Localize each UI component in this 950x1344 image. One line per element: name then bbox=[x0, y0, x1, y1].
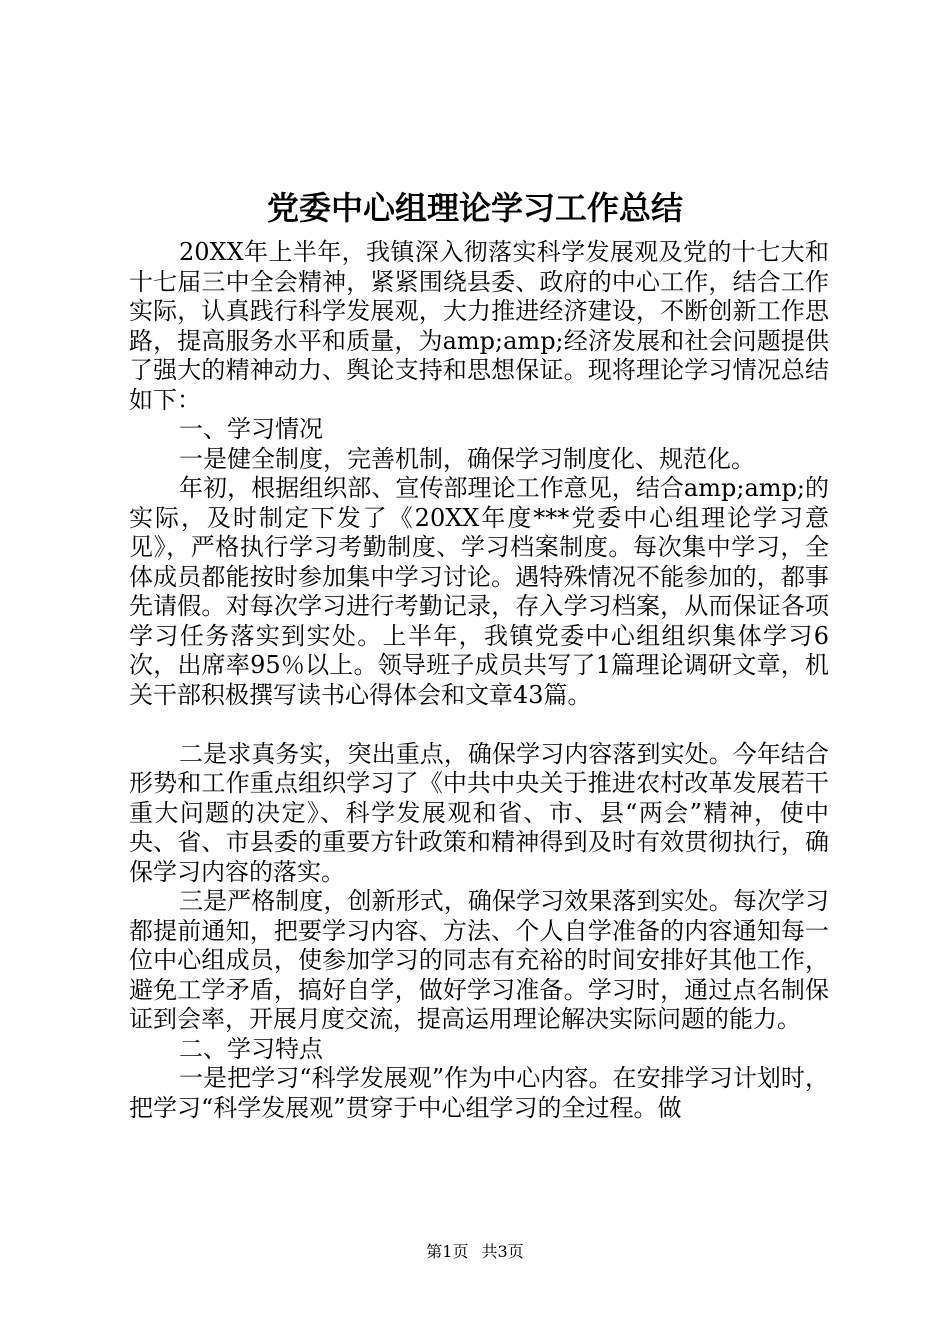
paragraph-feature-one: 一是把学习“科学发展观”作为中心内容。在安排学习计划时，把学习“科学发展观”贯穿于中心组学习的全过程。做 bbox=[129, 1064, 829, 1122]
document-body bbox=[129, 238, 829, 1123]
paragraph-point-three: 三是严格制度，创新形式，确保学习效果落到实处。每次学习都提前通知，把要学习内容、方法、个人自学准备的内容通知每一位中心组成员，使参加学习的同志有充裕的时间安排好其他工作，避免工学矛盾，搞好自学，做好学习准备。学习时，通过点名制保证到会率，开展月度交流，提高运用理论解决实际问题的能力。 bbox=[129, 887, 829, 1033]
page-number-total: 共3页 bbox=[481, 1242, 524, 1261]
document-title: 党委中心组理论学习工作总结 bbox=[266, 189, 683, 227]
page-number-current: 第1页 bbox=[426, 1242, 469, 1261]
section-heading-study-features: 二、学习特点 bbox=[179, 1034, 323, 1063]
blank-line bbox=[129, 710, 829, 740]
paragraph-point-one: 一是健全制度，完善机制，确保学习制度化、规范化。 bbox=[179, 444, 755, 473]
page-footer bbox=[0, 1240, 950, 1264]
paragraph-annual-plan: 年初，根据组织部、宣传部理论工作意见，结合amp;amp;的实际，及时制定下发了《20XX年度***党委中心组理论学习意见》，严格执行学习考勤制度、学习档案制度。每次集中学习，全体成员都能按时参加集中学习讨论。遇特殊情况不能参加的，都事先请假。对每次学习进行考勤记录，存入学习档案，从而保证各项学习任务落实到实处。上半年，我镇党委中心组组织集体学习6次，出席率95％以上。领导班子成员共写了1篇理论调研文章，机关干部积极撰写读书心得体会和文章43篇。 bbox=[129, 474, 829, 709]
section-heading-study-situation: 一、学习情况 bbox=[179, 415, 323, 443]
paragraph-intro: 20XX年上半年，我镇深入彻落实科学发展观及党的十七大和十七届三中全会精神，紧紧围绕县委、政府的中心工作，结合工作实际，认真践行科学发展观，大力推进经济建设，不断创新工作思路，提高服务水平和质量，为amp;amp;经济发展和社会问题提供了强大的精神动力、舆论支持和思想保证。现将理论学习情况总结如下： bbox=[129, 238, 829, 414]
paragraph-point-two: 二是求真务实，突出重点，确保学习内容落到实处。今年结合形势和工作重点组织学习了《中共中央关于推进农村改革发展若干重大问题的决定》、科学发展观和省、市、县“两会”精神，使中央、省、市县委的重要方针政策和精神得到及时有效贯彻执行，确保学习内容的落实。 bbox=[129, 739, 829, 886]
